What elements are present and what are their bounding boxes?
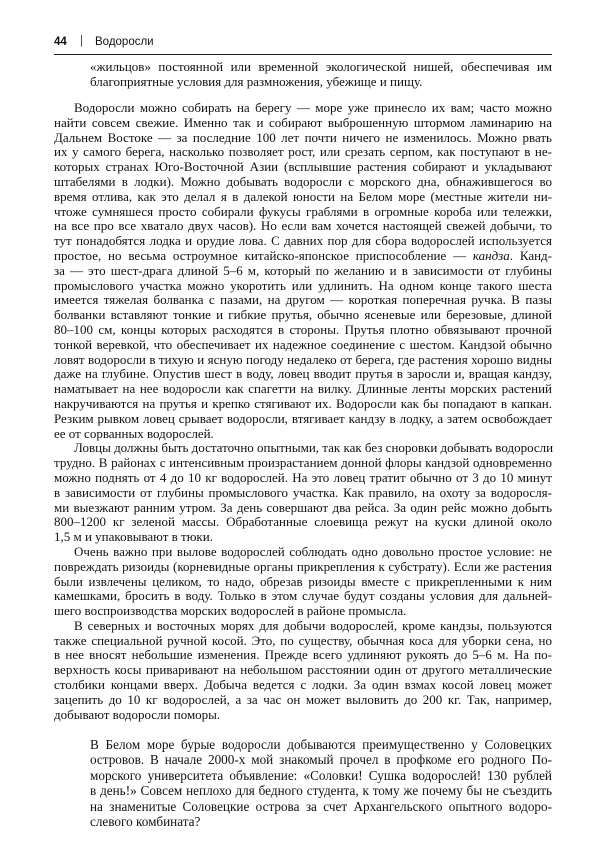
paragraph (54, 441, 552, 545)
text-line: в нее вносят небольшие изменения. Прежде всего удлиняют рукоять до 5–6 м. На по- (54, 647, 552, 663)
text-line: 1,5 м и упаковывают в тюки. (54, 529, 213, 545)
text-line: 800–1200 кг зеленой массы. Обработанные слоевища режут на куски длиной около (54, 514, 552, 530)
text-line: ми выезжают ранним утром. За день совершают два рейса. За один рейс можно добыть (54, 499, 552, 515)
text-line: даже на глубине. Опустив шест в воду, ловец вводит прутья в заросли и, вращая кандзу, (54, 366, 552, 382)
text-line: 80–100 см, концы которых расходятся в стороны. Прутья плотно обвязывают прочной (54, 321, 552, 337)
page-number: 44 (54, 36, 67, 48)
text-line: накручиваются на прутья и крепко стягивают их. Водоросли как бы попадают в капкан. (54, 395, 552, 411)
paragraph (90, 60, 552, 90)
text-line: ловят водоросли в тихую и ясную погоду недалеко от берега, где растения хорошо видны (54, 351, 552, 367)
text-line: также специальной ручной косой. Это, по существу, обычная коса для уборки сена, но (54, 632, 552, 648)
text-line: на знаменитые Соловецкие острова за счет Архангельского опытного водоро- (90, 798, 552, 814)
text-line: верхность косы приваривают на небольшом расстоянии один от другого металлические (54, 662, 552, 678)
text-line: промыслового участка можно укоротить или удлинить. На одном конце такого шеста (54, 277, 552, 293)
text-line: благоприятные условия для размножения, убежище и пищу. (90, 73, 423, 89)
text-line: В северных и восточных морях для добычи водорослей, кроме кандзы, пользуются (74, 617, 552, 633)
text-line: время отлива, как это делал я в далекой юности на Белом море (местные жители ни- (54, 188, 552, 204)
text-segment: простое, но весьма остроумное китайско-японское приспособление — (54, 247, 473, 263)
text-line: слевого комбината? (90, 814, 201, 830)
text-line: их у самого берега, насколько позволяет рост, или срезать серпом, как поступают в не- (54, 144, 552, 160)
text-line: камешками, бросить в воду. Только в этом случае будут созданы условия для дальней- (54, 588, 552, 604)
text-line: «жильцов» постоянной или временной экологической нишей, обеспечивая им (90, 59, 552, 74)
body-text (54, 101, 552, 722)
italic-term: кандза (472, 247, 510, 263)
text-line: штабелями в лодки). Можно добывать водоросли с морского дна, обнажившегося во (54, 173, 552, 189)
text-line: можно поднять от 4 до 10 кг водорослей. На это ловец тратит обычно от 3 до 10 минут (54, 469, 552, 485)
text-line: Резким рывком ловец срывает водоросли, втягивает кандзу в лодку, а затем освобождает (54, 410, 552, 426)
text-line: в день!» Совсем неплохо для бедного студента, к тому же почему бы не съездить (90, 783, 552, 799)
text-line (54, 249, 552, 264)
text-line: Очень важно при вылове водорослей соблюдать одно довольно простое условие: не (74, 543, 552, 559)
text-line: тут понадобятся лодка и орудие лова. С давних пор для сбора водорослей используется (54, 233, 552, 249)
text-line: трудно. В районах с интенсивным произрастанием донной флоры кандзой одновременно (54, 455, 552, 471)
running-header (54, 34, 552, 55)
text-line: В Белом море бурые водоросли добываются преимущественно у Соловецких (90, 737, 552, 752)
text-line: шего воспроизводства морских водорослей в районе промысла. (54, 603, 407, 619)
text-line: за — это шест-драга длиной 5–6 м, который по желанию и в зависимости от глубины (54, 262, 552, 278)
continued-note (90, 60, 552, 90)
paragraph (54, 545, 552, 619)
text-line: на все про все хватало двух часов). Но если вам хочется настоящей свежей добычи, то (54, 218, 552, 234)
text-line: ее от сорванных водорослей. (54, 425, 214, 441)
text-line: в зависимости от глубины промыслового участка. Как правило, на охоту за водоросля- (54, 484, 552, 500)
text-line: Водоросли можно собирать на берегу — море уже принесло их вам; часто можно (74, 100, 552, 115)
text-line: Дальнем Востоке — за последние 100 лет почти ничего не изменилось. Можно рвать (54, 129, 552, 145)
text-segment: . Канд- (509, 247, 552, 263)
text-line: имеется тяжелая болванка с пазами, на другом — короткая поперечная ручка. В пазы (54, 292, 552, 308)
text-line: тонкой веревкой, что обеспечивает их надежное соединение с шестом. Кандзой обычно (54, 336, 552, 352)
text-line: повреждать ризоиды (корневидные органы прикрепления к субстрату). Если же растения (54, 558, 552, 574)
paragraph (54, 619, 552, 723)
text-line: найти совсем свежие. Именно так и собирают выброшенную штормом ламинарию на (54, 114, 552, 130)
sidebar-note (90, 737, 552, 829)
paragraph (54, 101, 552, 441)
text-line: добывают водоросли поморы. (54, 706, 221, 722)
text-line: болванки вставляют тонкие и гибкие прутья, обычно ясеневые или березовые, длиной (54, 307, 552, 323)
text-line: Ловцы должны быть достаточно опытными, так как без сноровки добывать водоросли (74, 440, 554, 456)
chapter-title: Водоросли (95, 36, 154, 48)
text-line: островов. В начале 2000-х мой знакомый прочел в профкоме его родного По- (90, 752, 552, 768)
header-separator: | (80, 35, 83, 47)
text-line: были извлечены целиком, то надо, обрезав ризоиды вместе с прикрепленными к ним (54, 573, 552, 589)
text-line: столбики концами вверх. Добыча ведется с лодки. За один взмах косой ловец может (54, 677, 552, 693)
text-line: морского университета объявление: «Соловки! Сушка водорослей! 130 рублей (90, 767, 552, 783)
text-line: которых странах Юго-Восточной Азии (всплывшие растения собирают и укладывают (54, 159, 552, 175)
text-line: зацепить до 10 кг водорослей, а за час он может выловить до 200 кг. Так, например, (54, 691, 552, 707)
text-line: наматывает на нее водоросли как спагетти на вилку. Длинные ленты морских растений (54, 381, 552, 397)
text-line: чтоже сумняшеся просто собирали фукусы граблями в огромные короба или тележки, (54, 203, 552, 219)
paragraph (90, 737, 552, 829)
